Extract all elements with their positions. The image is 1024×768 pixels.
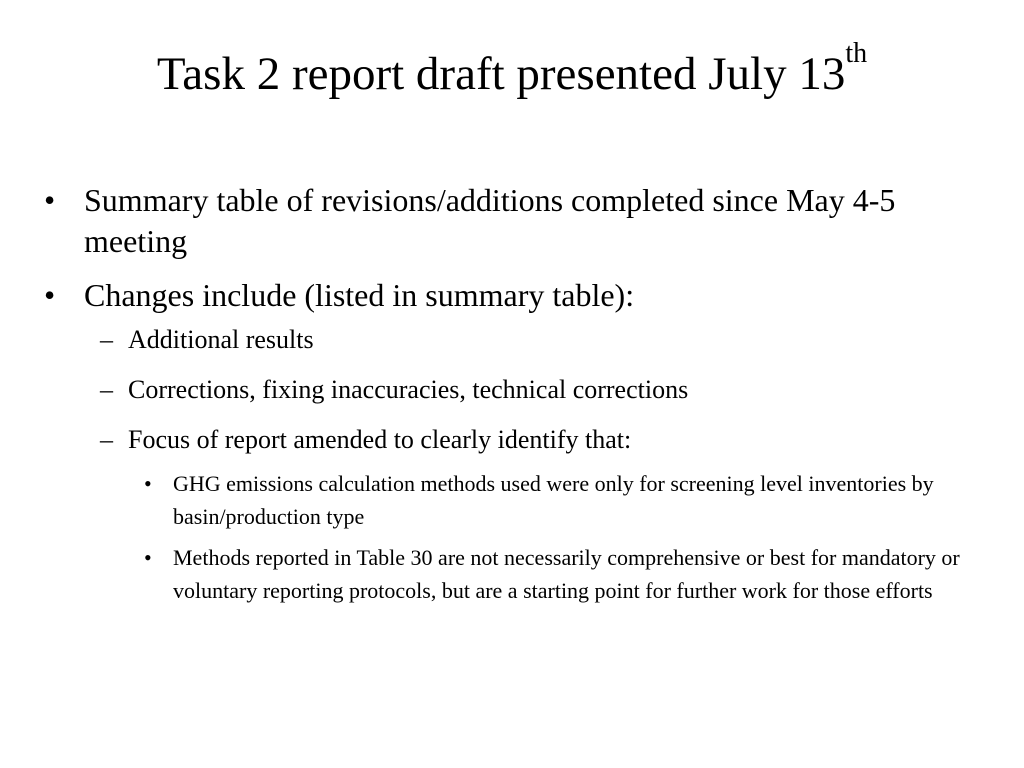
sub-sub-bullet-text: Methods reported in Table 30 are not necessarily comprehensive or best for mandatory or voluntary reporting protocols, but are a starting point for further work for those efforts <box>173 545 960 603</box>
sub-bullet-text: Corrections, fixing inaccuracies, technical corrections <box>128 375 689 404</box>
dash-marker: – <box>100 425 113 454</box>
bullet-marker: • <box>144 471 152 496</box>
bullet-marker: • <box>44 277 56 313</box>
bullet-text: Changes include (listed in summary table): <box>84 277 635 313</box>
sub-bullet-text: Focus of report amended to clearly identify that: <box>128 425 632 454</box>
bullet-marker: • <box>44 182 56 218</box>
slide-body <box>44 180 1004 615</box>
sub-bullet-focus-of-report <box>100 423 1004 457</box>
sub-bullet-corrections <box>100 373 1004 407</box>
slide-title <box>0 38 1024 104</box>
sub-sub-bullet-table-30 <box>144 541 1004 607</box>
sub-bullet-additional-results <box>100 323 1004 357</box>
bullet-text: Summary table of revisions/additions completed since May 4-5 meeting <box>84 182 896 259</box>
bullet-changes-include <box>44 275 1004 316</box>
bullet-summary-table <box>44 180 1004 262</box>
sub-sub-bullet-ghg-methods <box>144 467 1004 533</box>
dash-marker: – <box>100 375 113 404</box>
sub-bullet-text: Additional results <box>128 325 314 354</box>
bullet-marker: • <box>144 545 152 570</box>
dash-marker: – <box>100 325 113 354</box>
slide-title-text: Task 2 report draft presented July 13 <box>156 48 846 100</box>
slide-title-superscript: th <box>845 38 868 69</box>
sub-sub-bullet-text: GHG emissions calculation methods used were only for screening level inventories by basin/production type <box>173 471 934 529</box>
